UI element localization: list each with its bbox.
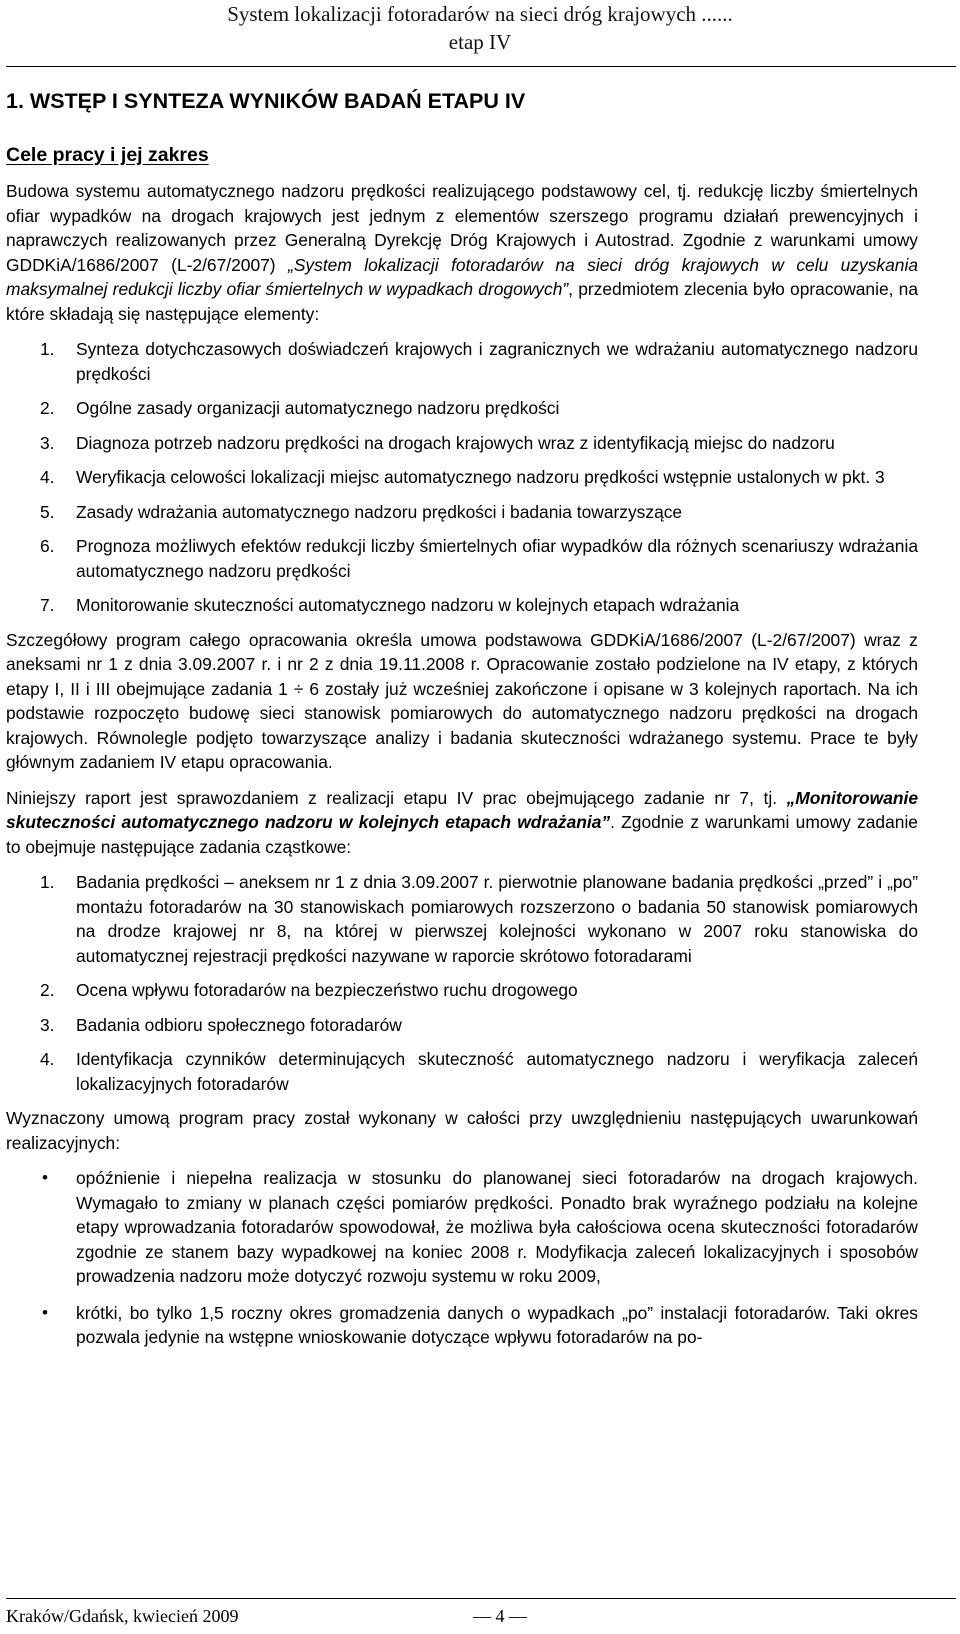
list-item-text: Zasady wdrażania automatycznego nadzoru prędkości i badania towarzyszące <box>76 501 683 522</box>
running-header-stage: etap IV <box>448 30 512 54</box>
list-item <box>6 978 918 1003</box>
elements-list <box>6 337 918 618</box>
list-item-number: 3. <box>40 432 55 453</box>
intro-text-part2: , przedmiotem zlecenia było opracowanie, na które składają się następujące elementy: <box>6 279 919 324</box>
list-item-number: 6. <box>40 536 55 556</box>
body-text <box>6 179 918 1362</box>
list-item <box>6 1166 918 1289</box>
list-item-text: Weryfikacja celowości lokalizacji miejsc automatycznego nadzoru prędkości wstępnie ustalonych w pkt. 3 <box>76 467 885 487</box>
list-item <box>6 1013 918 1038</box>
list-item <box>6 593 918 618</box>
list-item <box>6 534 918 583</box>
list-item-text: Ogólne zasady organizacji automatycznego nadzoru prędkości <box>76 398 560 418</box>
list-item <box>6 1047 918 1096</box>
list-item-text: Synteza dotychczasowych doświadczeń krajowych i zagranicznych we wdrażaniu automatycznego nadzoru prędkości <box>76 339 918 384</box>
list-item-number: 2. <box>40 980 55 1000</box>
section-heading: Cele pracy i jej zakres <box>6 144 209 166</box>
report-paragraph <box>6 786 918 860</box>
task-title-bold-italic: „Monitorowanie skuteczności automatycznego nadzoru w kolejnych etapach wdrażania” <box>6 787 918 832</box>
list-item-text: Prognoza możliwych efektów redukcji liczby śmiertelnych ofiar wypadków dla różnych scenariuszy wdrażania automatycznego nadzoru prędkości <box>76 536 918 581</box>
list-item-text: Monitorowanie skuteczności automatycznego nadzoru w kolejnych etapach wdrażania <box>76 595 740 615</box>
list-item-text: Identyfikacja czynników determinujących skuteczność automatycznego nadzoru i weryfikacja zaleceń lokalizacyjnych fotoradarów <box>76 1049 918 1094</box>
list-item <box>6 465 918 490</box>
list-item <box>6 870 918 968</box>
report-text-part2: . Zgodnie z warunkami umowy zadanie to obejmuje następujące zadania cząstkowe: <box>6 812 918 857</box>
chapter-title: 1. WSTĘP I SYNTEZA WYNIKÓW BADAŃ ETAPU IV <box>6 89 526 113</box>
contract-title-italic: „System lokalizacji fotoradarów na sieci dróg krajowych w celu uzyskania maksymalnej redukcji liczby ofiar śmiertelnych w wypadkach drogowych” <box>6 254 919 299</box>
list-item-text: opóźnienie i niepełna realizacja w stosunku do planowanej sieci fotoradarów na drogach krajowych. Wymagało to zmiany w planach części pomiarów prędkości. Ponadto brak wyraźnego podziału na kolejne etapy wprowadzania fotoradarów spowodował, że możliwa była całościowa ocena skuteczności fotoradarów zgodnie ze stanem bazy wypadkowej na koniec 2008 r. Modyfikacja zaleceń lokalizacyjnych i sposobów prowadzenia nadzoru może dotyczyć rozwoju systemu w roku 2009, <box>76 1168 918 1286</box>
conditions-paragraph: Wyznaczony umową program pracy został wykonany w całości przy uwzględnieniu następujących uwarunkowań realizacyjnych: <box>6 1108 918 1153</box>
tasks-list <box>6 870 918 1096</box>
running-header-title: System lokalizacji fotoradarów na sieci dróg krajowych ...... <box>227 2 733 26</box>
intro-paragraph <box>6 179 918 326</box>
bullet-icon: • <box>42 1302 48 1322</box>
list-item <box>6 396 918 421</box>
list-item-number: 2. <box>40 398 55 418</box>
footer-place-date: Kraków/Gdańsk, kwiecień 2009 <box>6 1606 239 1626</box>
list-item-number: 7. <box>40 595 55 615</box>
header-divider <box>6 66 956 67</box>
list-item-text: krótki, bo tylko 1,5 roczny okres gromadzenia danych o wypadkach „po” instalacji fotoradarów. Taki okres pozwala jedynie na wstępne wnioskowanie dotyczące wpływu fotoradarów na po- <box>76 1302 918 1347</box>
page-number: — 4 — <box>473 1606 527 1626</box>
footer-divider <box>6 1598 956 1599</box>
list-item-text: Badania prędkości – aneksem nr 1 z dnia 3.09.2007 r. pierwotnie planowane badania prędkości „przed” i „po” montażu fotoradarów na 30 stanowiskach pomiarowych rozszerzono o badania 50 stanowisk pomiarowych na drodze krajowej nr 8, na której w pierwszej kolejności wykonano w 2007 roku stanowiska do automatycznej rejestracji prędkości nazywane w raporcie skrótowo fotoradarami <box>76 872 918 966</box>
list-item-number: 5. <box>40 501 55 522</box>
running-header <box>0 0 960 56</box>
report-text-part1: Niniejszy raport jest sprawozdaniem z realizacji etapu IV prac obejmującego zadanie nr 7, tj. <box>6 787 787 808</box>
list-item-text: Badania odbioru społecznego fotoradarów <box>76 1014 402 1035</box>
list-item <box>6 337 918 386</box>
program-paragraph: Szczegółowy program całego opracowania określa umowa podstawowa GDDKiA/1686/2007 (L-2/67/2007) wraz z aneksami nr 1 z dnia 3.09.2007 r. i nr 2 z dnia 19.11.2008 r. Opracowanie zostało podzielone na IV etapy, z których etapy I, II i III obejmujące zadania 1 ÷ 6 zostały już wcześniej zakończone i opisane w 3 kolejnych raportach. Na ich podstawie rozpoczęto budowę sieci stanowisk pomiarowych do automatycznego nadzoru prędkości na drogach krajowych. Równolegle podjęto towarzyszące analizy i badania skuteczności wdrażanego systemu. Prace te były głównym zadaniem IV etapu opracowania. <box>6 629 918 772</box>
bullet-icon: • <box>42 1168 48 1187</box>
list-item-number: 4. <box>40 467 55 487</box>
list-item <box>6 500 918 525</box>
list-item-text: Ocena wpływu fotoradarów na bezpieczeństwo ruchu drogowego <box>76 980 578 1000</box>
conditions-list <box>6 1166 918 1350</box>
list-item <box>6 1301 918 1350</box>
list-item-number: 1. <box>40 339 55 359</box>
list-item-number: 3. <box>40 1014 55 1035</box>
list-item-text: Diagnoza potrzeb nadzoru prędkości na drogach krajowych wraz z identyfikacją miejsc do nadzoru <box>76 432 835 453</box>
list-item <box>6 431 918 456</box>
list-item-number: 4. <box>40 1049 55 1069</box>
intro-text-part1: Budowa systemu automatycznego nadzoru prędkości realizującego podstawowy cel, tj. redukcję liczby śmiertelnych ofiar wypadków na drogach krajowych jest jednym z elementów szerszego programu działań prewencyjnych i naprawczych realizowanych przez Generalną Dyrekcję Dróg Krajowych i Autostrad. Zgodnie z warunkami umowy GDDKiA/1686/2007 (L-2/67/2007) <box>6 181 918 275</box>
list-item-number: 1. <box>40 872 55 892</box>
